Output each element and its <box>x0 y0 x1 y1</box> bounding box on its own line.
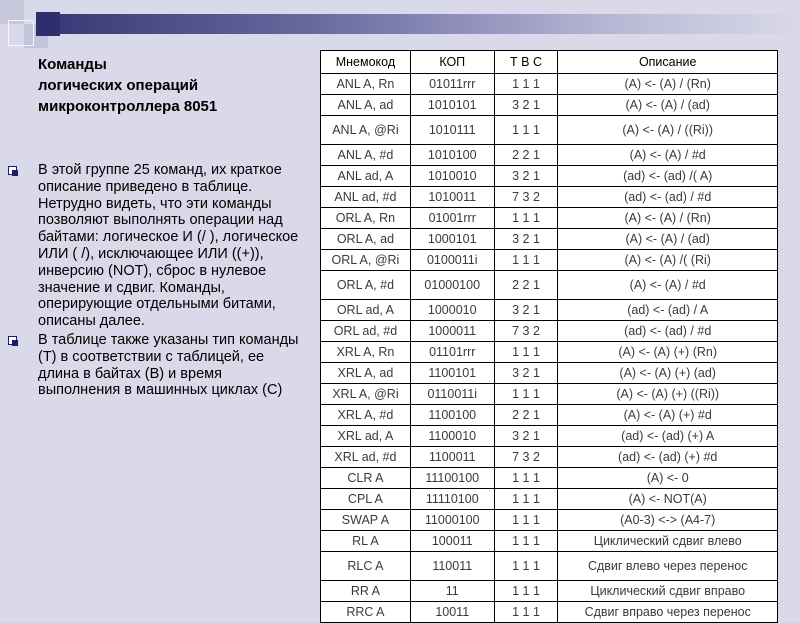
decor-square-dark <box>36 12 60 36</box>
cell-mnemonic: ORL ad, A <box>321 300 411 321</box>
cell-description: Циклический сдвиг влево <box>558 531 778 552</box>
cell-mnemonic: ANL A, #d <box>321 145 411 166</box>
cell-tbc: 1 1 1 <box>494 384 558 405</box>
cell-mnemonic: XRL ad, #d <box>321 447 411 468</box>
cell-description: (A) <- (A) / (Rn) <box>558 208 778 229</box>
table-body <box>321 74 778 623</box>
cell-opcode: 1000101 <box>410 229 494 250</box>
cell-description: (ad) <- (ad) / A <box>558 300 778 321</box>
cell-description: (A) <- (A) (+) #d <box>558 405 778 426</box>
cell-mnemonic: ANL A, ad <box>321 95 411 116</box>
cell-tbc: 3 2 1 <box>494 95 558 116</box>
cell-mnemonic: SWAP A <box>321 510 411 531</box>
cell-tbc: 1 1 1 <box>494 489 558 510</box>
cell-mnemonic: ORL A, ad <box>321 229 411 250</box>
cell-mnemonic: ANL A, Rn <box>321 74 411 95</box>
cell-tbc: 1 1 1 <box>494 250 558 271</box>
table-row <box>321 187 778 208</box>
cell-tbc: 3 2 1 <box>494 166 558 187</box>
table-row <box>321 166 778 187</box>
cell-mnemonic: ORL A, Rn <box>321 208 411 229</box>
header-mnemonic: Мнемокод <box>321 51 411 74</box>
cell-description: (A) <- 0 <box>558 468 778 489</box>
heading-line: микроконтроллера 8051 <box>38 98 218 115</box>
table-row <box>321 300 778 321</box>
table-row <box>321 321 778 342</box>
cell-opcode: 11000100 <box>410 510 494 531</box>
cell-tbc: 2 2 1 <box>494 405 558 426</box>
table-row <box>321 208 778 229</box>
cell-mnemonic: ANL A, @Ri <box>321 116 411 145</box>
cell-tbc: 1 1 1 <box>494 602 558 623</box>
cell-mnemonic: RRC A <box>321 602 411 623</box>
cell-description: Сдвиг влево через перенос <box>558 552 778 581</box>
table-row <box>321 581 778 602</box>
square-bullet-icon <box>8 336 17 345</box>
table-row <box>321 229 778 250</box>
cell-tbc: 1 1 1 <box>494 581 558 602</box>
table-row <box>321 250 778 271</box>
cell-tbc: 1 1 1 <box>494 531 558 552</box>
cell-tbc: 1 1 1 <box>494 342 558 363</box>
cell-tbc: 1 1 1 <box>494 74 558 95</box>
cell-tbc: 1 1 1 <box>494 116 558 145</box>
cell-description: (A) <- NOT(A) <box>558 489 778 510</box>
cell-opcode: 1010100 <box>410 145 494 166</box>
cell-description: (ad) <- (ad) (+) #d <box>558 447 778 468</box>
cell-opcode: 1100101 <box>410 363 494 384</box>
cell-mnemonic: XRL A, Rn <box>321 342 411 363</box>
cell-opcode: 11 <box>410 581 494 602</box>
cell-description: (A) <- (A) / (Rn) <box>558 74 778 95</box>
bullet-paragraph <box>8 332 308 399</box>
table-row <box>321 531 778 552</box>
cell-mnemonic: CPL A <box>321 489 411 510</box>
slide-body <box>8 162 308 401</box>
cell-mnemonic: ANL ad, A <box>321 166 411 187</box>
cell-opcode: 1100100 <box>410 405 494 426</box>
cell-tbc: 3 2 1 <box>494 426 558 447</box>
table-row <box>321 95 778 116</box>
cell-tbc: 7 3 2 <box>494 321 558 342</box>
cell-opcode: 01001rrr <box>410 208 494 229</box>
header-opcode: КОП <box>410 51 494 74</box>
cell-tbc: 3 2 1 <box>494 363 558 384</box>
cell-mnemonic: RR A <box>321 581 411 602</box>
cell-tbc: 2 2 1 <box>494 271 558 300</box>
table-row <box>321 384 778 405</box>
table-row <box>321 74 778 95</box>
cell-opcode: 1100011 <box>410 447 494 468</box>
cell-tbc: 1 1 1 <box>494 208 558 229</box>
cell-opcode: 110011 <box>410 552 494 581</box>
cell-description: Сдвиг вправо через перенос <box>558 602 778 623</box>
cell-opcode: 1010111 <box>410 116 494 145</box>
cell-description: (A) <- (A) /( (Ri) <box>558 250 778 271</box>
title-gradient-bar <box>60 14 800 34</box>
cell-description: (A) <- (A) / #d <box>558 145 778 166</box>
cell-opcode: 1010011 <box>410 187 494 208</box>
cell-opcode: 1000011 <box>410 321 494 342</box>
cell-description: (ad) <- (ad) / #d <box>558 321 778 342</box>
cell-description: (A) <- (A) / ((Ri)) <box>558 116 778 145</box>
cell-description: (A) <- (A) (+) ((Ri)) <box>558 384 778 405</box>
cell-description: Циклический сдвиг вправо <box>558 581 778 602</box>
cell-description: (A) <- (A) / (ad) <box>558 95 778 116</box>
cell-tbc: 7 3 2 <box>494 447 558 468</box>
cell-mnemonic: RL A <box>321 531 411 552</box>
cell-opcode: 11100100 <box>410 468 494 489</box>
cell-mnemonic: RLC A <box>321 552 411 581</box>
cell-description: (A) <- (A) / (ad) <box>558 229 778 250</box>
header-tbc: Т В С <box>494 51 558 74</box>
table-row <box>321 363 778 384</box>
cell-mnemonic: XRL A, ad <box>321 363 411 384</box>
paragraph-text: В таблице также указаны тип команды (T) в соответствии с таблицей, ее длина в байтах (В) и время выполнения в машинных циклах (С) <box>38 331 299 399</box>
slide-heading <box>38 54 308 117</box>
cell-opcode: 10011 <box>410 602 494 623</box>
cell-description: (ad) <- (ad) /( A) <box>558 166 778 187</box>
table-row <box>321 426 778 447</box>
cell-tbc: 1 1 1 <box>494 510 558 531</box>
paragraph-text: В этой группе 25 команд, их краткое описание приведено в таблице. Нетрудно видеть, что эти команды позволяют выполнять операции над байтами: логическое И (/ ), логическое ИЛИ ( /), исключающее ИЛИ ((+)), инверсию (NOT), сброс в нулевое значение и сдвиг. Команды, оперирующие отдельными битами, описаны далее. <box>38 162 299 330</box>
cell-mnemonic: XRL ad, A <box>321 426 411 447</box>
heading-line: логических операций <box>38 77 199 94</box>
table-row <box>321 116 778 145</box>
cell-opcode: 1100010 <box>410 426 494 447</box>
table-row <box>321 405 778 426</box>
cell-mnemonic: XRL A, #d <box>321 405 411 426</box>
cell-mnemonic: ORL A, @Ri <box>321 250 411 271</box>
table-row <box>321 468 778 489</box>
decor-square-outline <box>8 20 34 46</box>
table-row <box>321 342 778 363</box>
cell-tbc: 1 1 1 <box>494 552 558 581</box>
cell-opcode: 01101rrr <box>410 342 494 363</box>
cell-description: (ad) <- (ad) / #d <box>558 187 778 208</box>
heading-line: Команды <box>38 56 107 73</box>
cell-opcode: 11110100 <box>410 489 494 510</box>
table-row <box>321 271 778 300</box>
cell-mnemonic: ANL ad, #d <box>321 187 411 208</box>
cell-mnemonic: ORL ad, #d <box>321 321 411 342</box>
cell-opcode: 0100011i <box>410 250 494 271</box>
table-row <box>321 447 778 468</box>
cell-mnemonic: CLR A <box>321 468 411 489</box>
table-row <box>321 489 778 510</box>
cell-tbc: 3 2 1 <box>494 229 558 250</box>
table-row <box>321 145 778 166</box>
cell-opcode: 100011 <box>410 531 494 552</box>
cell-description: (ad) <- (ad) (+) A <box>558 426 778 447</box>
cell-tbc: 3 2 1 <box>494 300 558 321</box>
table-row <box>321 552 778 581</box>
cell-opcode: 1010010 <box>410 166 494 187</box>
cell-description: (A) <- (A) (+) (ad) <box>558 363 778 384</box>
table-row <box>321 602 778 623</box>
command-table <box>320 50 778 623</box>
cell-opcode: 1000010 <box>410 300 494 321</box>
cell-opcode: 01000100 <box>410 271 494 300</box>
table-header-row <box>321 51 778 74</box>
table-row <box>321 510 778 531</box>
cell-description: (A) <- (A) (+) (Rn) <box>558 342 778 363</box>
cell-tbc: 1 1 1 <box>494 468 558 489</box>
cell-description: (A) <- (A) / #d <box>558 271 778 300</box>
cell-opcode: 0110011i <box>410 384 494 405</box>
bullet-paragraph <box>8 162 308 330</box>
cell-tbc: 2 2 1 <box>494 145 558 166</box>
cell-opcode: 1010101 <box>410 95 494 116</box>
cell-mnemonic: ORL A, #d <box>321 271 411 300</box>
cell-description: (A0-3) <-> (A4-7) <box>558 510 778 531</box>
cell-mnemonic: XRL A, @Ri <box>321 384 411 405</box>
square-bullet-icon <box>8 166 17 175</box>
cell-tbc: 7 3 2 <box>494 187 558 208</box>
header-description: Описание <box>558 51 778 74</box>
cell-opcode: 01011rrr <box>410 74 494 95</box>
